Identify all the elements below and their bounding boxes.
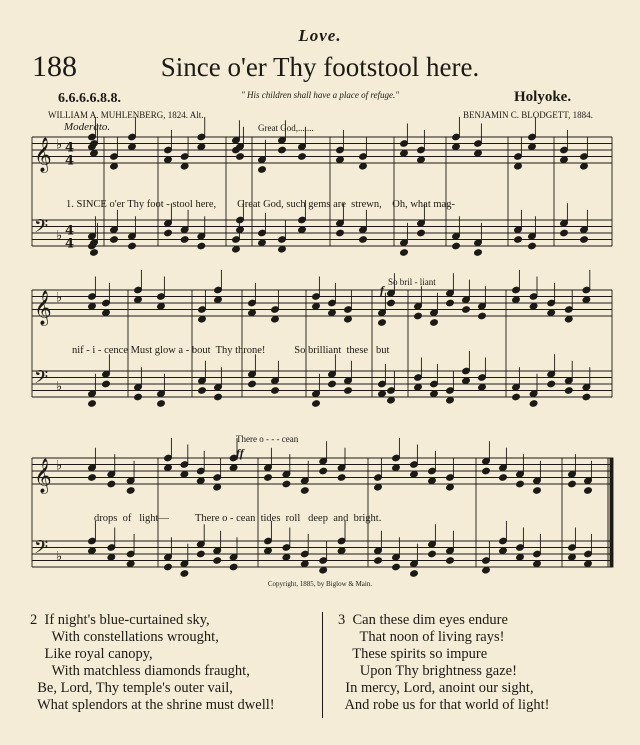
note-head xyxy=(499,474,508,482)
note-head xyxy=(568,553,577,561)
note-head xyxy=(88,474,97,482)
note-head xyxy=(336,156,345,164)
note-head xyxy=(196,550,205,558)
note-head xyxy=(180,470,189,478)
note-head xyxy=(198,315,207,323)
note-head xyxy=(387,299,396,307)
note-head xyxy=(248,309,257,317)
note-head xyxy=(452,242,461,250)
note-head xyxy=(134,393,143,401)
final-bar-thick xyxy=(610,458,613,567)
note-head xyxy=(134,296,143,304)
cue-great-god: Great God,....... xyxy=(258,123,314,133)
dynamic-forte: f xyxy=(380,283,384,297)
stanza-line: In mercy, Lord, anoint our sight, xyxy=(338,680,534,696)
note-head xyxy=(374,483,383,491)
hymn-number: 188 xyxy=(32,50,77,83)
flat-icon: ♭ xyxy=(56,137,63,153)
flat-icon: ♭ xyxy=(56,458,63,474)
note-head xyxy=(180,570,189,578)
note-head xyxy=(392,563,401,571)
note-head xyxy=(378,319,387,327)
note-head xyxy=(568,480,577,488)
note-head xyxy=(560,156,569,164)
note-head xyxy=(197,143,206,151)
stanza-line: What splendors at the shrine must dwell! xyxy=(30,697,275,713)
note-head xyxy=(529,302,538,310)
treble-clef-icon: 𝄞 xyxy=(34,137,52,173)
lyric-line-3: drops of light— There o - cean tides roll deep and bright. xyxy=(94,513,382,524)
note-head xyxy=(90,249,99,257)
note-head xyxy=(157,302,166,310)
note-head xyxy=(198,387,207,395)
cue-there-ocean: There o - - - cean xyxy=(236,434,299,444)
note-head xyxy=(232,245,241,253)
note-head xyxy=(126,487,135,495)
note-head xyxy=(580,236,589,244)
note-head xyxy=(328,380,337,388)
note-head xyxy=(417,156,426,164)
stanza-2 xyxy=(30,612,275,714)
note-head xyxy=(478,312,487,320)
note-head xyxy=(428,477,437,485)
stanza-line: Like royal canopy, xyxy=(30,646,153,662)
note-head xyxy=(430,319,439,327)
note-head xyxy=(319,566,328,574)
time-signature-top: 4 xyxy=(65,223,75,239)
stanza-3 xyxy=(338,612,549,714)
note-head xyxy=(328,309,337,317)
flat-icon: ♭ xyxy=(56,228,63,244)
stanza-line: 3 Can these dim eyes endure xyxy=(338,612,508,628)
note-head xyxy=(298,226,307,234)
note-head xyxy=(584,560,593,568)
note-head xyxy=(474,149,483,157)
copyright: Copyright, 1885, by Biglow & Main. xyxy=(267,580,373,588)
note-head xyxy=(102,380,111,388)
note-head xyxy=(359,162,368,170)
section-heading: Love. xyxy=(298,26,342,45)
note-head xyxy=(300,560,309,568)
note-head xyxy=(110,162,119,170)
stanza-line: With matchless diamonds fraught, xyxy=(30,663,250,679)
dynamic-fortissimo: ff xyxy=(236,446,244,460)
note-head xyxy=(462,306,471,314)
note-head xyxy=(474,249,483,257)
note-head xyxy=(229,464,238,472)
note-head xyxy=(282,553,291,561)
stanza-line: And robe us for that world of light! xyxy=(338,697,550,713)
note-head xyxy=(462,377,471,385)
note-head xyxy=(528,143,537,151)
note-head xyxy=(516,553,525,561)
note-head xyxy=(514,162,523,170)
note-head xyxy=(337,547,346,555)
note-head xyxy=(300,487,309,495)
note-head xyxy=(446,557,455,565)
note-head xyxy=(264,474,273,482)
note-head xyxy=(430,390,439,398)
note-head xyxy=(88,302,97,310)
note-head xyxy=(446,396,455,404)
note-head xyxy=(414,312,423,320)
bass-clef-icon: 𝄢 xyxy=(34,367,49,393)
note-head xyxy=(236,153,245,161)
note-head xyxy=(582,393,591,401)
tempo-marking: Moderato. xyxy=(64,121,111,133)
tune-name: Holyoke. xyxy=(514,89,572,105)
flat-icon: ♭ xyxy=(56,290,63,306)
note-head xyxy=(446,299,455,307)
note-head xyxy=(278,245,287,253)
note-head xyxy=(359,236,368,244)
note-head xyxy=(90,149,99,157)
note-head xyxy=(528,242,537,250)
words-attribution: WILLIAM A. MUHLENBERG, 1824. Alt. xyxy=(48,110,204,120)
note-head xyxy=(580,162,589,170)
note-head xyxy=(529,400,538,408)
time-signature-bottom: 4 xyxy=(65,236,75,252)
note-head xyxy=(128,143,137,151)
flat-icon: ♭ xyxy=(56,549,63,565)
treble-clef-icon: 𝄞 xyxy=(34,290,52,326)
note-head xyxy=(387,396,396,404)
cue-so-briliant: So bril - liant xyxy=(388,277,436,287)
note-head xyxy=(157,400,166,408)
note-head xyxy=(516,480,525,488)
note-head xyxy=(164,156,173,164)
note-head xyxy=(126,560,135,568)
time-signature-top: 4 xyxy=(65,140,75,156)
treble-clef-icon: 𝄞 xyxy=(34,458,52,494)
note-head xyxy=(410,470,419,478)
note-head xyxy=(264,547,273,555)
hymn-title: Since o'er Thy footstool here. xyxy=(160,52,480,82)
note-head xyxy=(110,236,119,244)
note-head xyxy=(428,550,437,558)
bass-clef-icon: 𝄢 xyxy=(34,216,49,242)
note-head xyxy=(547,380,556,388)
note-head xyxy=(258,166,267,174)
epigraph: " His children shall have a place of refuge." xyxy=(240,90,400,100)
note-head xyxy=(482,467,491,475)
note-head xyxy=(164,563,173,571)
time-signature-bottom: 4 xyxy=(65,153,75,169)
note-head xyxy=(236,226,245,234)
note-head xyxy=(164,464,173,472)
note-head xyxy=(533,487,542,495)
meter: 6.6.6.6.8.8. xyxy=(58,91,121,106)
note-head xyxy=(213,483,222,491)
note-head xyxy=(452,143,461,151)
note-head xyxy=(319,467,328,475)
note-head xyxy=(229,563,238,571)
note-head xyxy=(164,229,173,237)
note-head xyxy=(344,387,353,395)
music-attribution: BENJAMIN C. BLODGETT, 1884. xyxy=(463,110,593,120)
note-head xyxy=(128,242,137,250)
note-head xyxy=(514,236,523,244)
note-head xyxy=(180,162,189,170)
note-head xyxy=(378,390,387,398)
note-head xyxy=(312,400,321,408)
note-head xyxy=(410,570,419,578)
note-head xyxy=(374,557,383,565)
note-head xyxy=(213,557,222,565)
note-head xyxy=(312,302,321,310)
stanza-line: These spirits so impure xyxy=(338,646,488,662)
lyric-line-1: 1. SINCE o'er Thy foot - stool here, Great God, such gems are strewn, Oh, what mag- xyxy=(66,199,455,210)
note-head xyxy=(337,474,346,482)
note-head xyxy=(180,236,189,244)
note-head xyxy=(102,309,111,317)
note-head xyxy=(107,553,116,561)
note-head xyxy=(547,309,556,317)
note-head xyxy=(197,242,206,250)
note-head xyxy=(214,296,223,304)
stanza-line: 2 If night's blue-curtained sky, xyxy=(30,612,210,628)
stanza-line: Be, Lord, Thy temple's outer vail, xyxy=(30,680,233,696)
stanza-line: With constellations wrought, xyxy=(30,629,219,645)
note-head xyxy=(336,229,345,237)
note-head xyxy=(564,387,573,395)
note-head xyxy=(88,400,97,408)
note-head xyxy=(584,487,593,495)
note-head xyxy=(196,477,205,485)
note-head xyxy=(560,229,569,237)
note-head xyxy=(482,566,491,574)
note-head xyxy=(271,315,280,323)
note-head xyxy=(214,393,223,401)
column-divider xyxy=(322,612,323,718)
note-head xyxy=(258,239,267,247)
note-head xyxy=(107,480,116,488)
note-head xyxy=(512,296,521,304)
note-head xyxy=(414,383,423,391)
note-head xyxy=(248,380,257,388)
note-head xyxy=(278,146,287,154)
note-head xyxy=(499,547,508,555)
note-head xyxy=(400,249,409,257)
note-head xyxy=(392,464,401,472)
note-head xyxy=(88,547,97,555)
bass-clef-icon: 𝄢 xyxy=(34,537,49,563)
note-head xyxy=(582,296,591,304)
flat-icon: ♭ xyxy=(56,379,63,395)
note-head xyxy=(446,483,455,491)
note-head xyxy=(533,560,542,568)
note-head xyxy=(512,393,521,401)
note-head xyxy=(417,229,426,237)
note-head xyxy=(298,153,307,161)
note-head xyxy=(271,387,280,395)
note-head xyxy=(400,149,409,157)
lyric-line-2: nif - i - cence Must glow a - bout Thy throne! So brilliant these but xyxy=(72,345,390,356)
stanza-line: That noon of living rays! xyxy=(338,629,505,645)
stanza-line: Upon Thy brightness gaze! xyxy=(338,663,517,679)
note-head xyxy=(344,315,353,323)
note-head xyxy=(564,315,573,323)
note-head xyxy=(478,383,487,391)
note-head xyxy=(282,480,291,488)
